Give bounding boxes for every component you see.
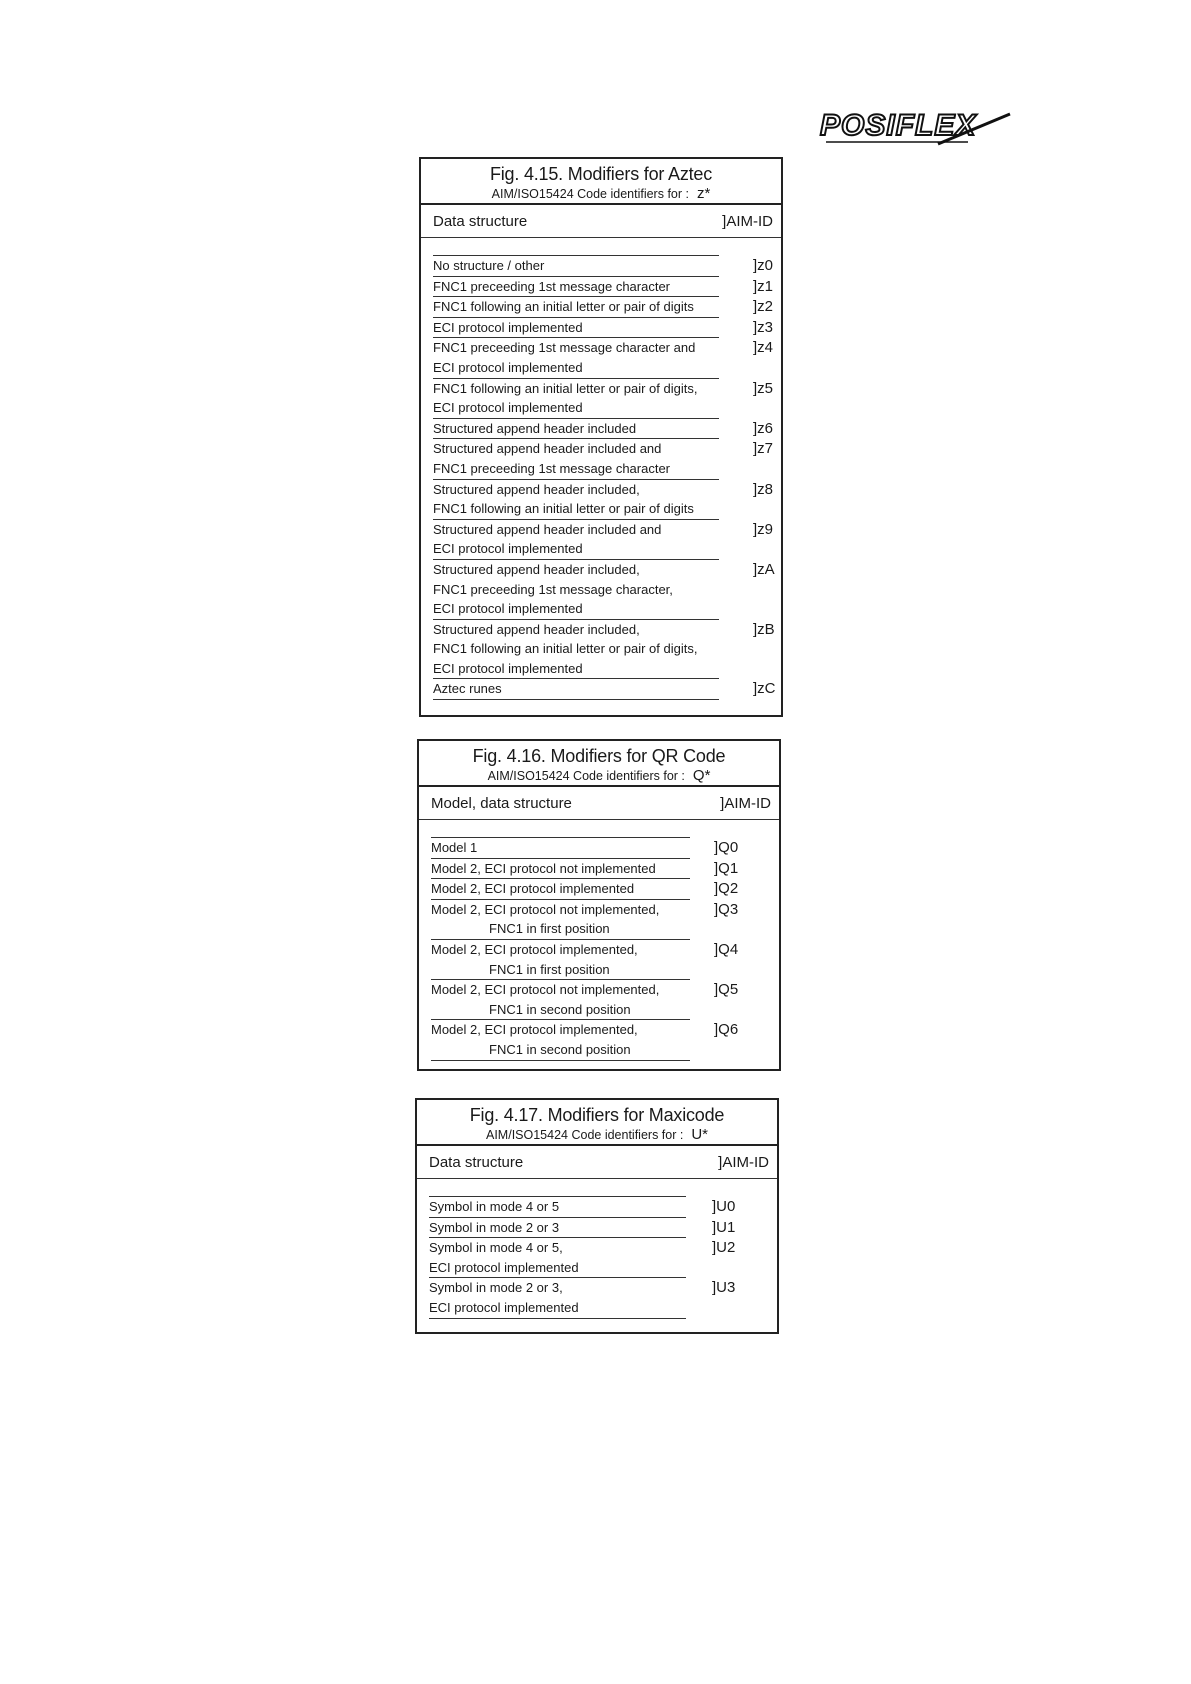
row-description-line: FNC1 preceeding 1st message character and [433,340,696,356]
row-description [433,439,719,479]
row-description-line: Model 2, ECI protocol implemented [431,881,635,897]
row-aim-id: ]zB [753,620,775,638]
table-row [417,1278,777,1318]
table-row [421,520,781,560]
row-description-line: Structured append header included and [433,521,662,537]
row-description-line: ECI protocol implemented [429,1259,579,1275]
row-aim-id: ]z6 [753,419,774,437]
table-row [421,480,781,520]
maxicode-rows [417,1179,777,1319]
row-description-line: FNC1 in first position [489,921,610,937]
row-aim-id: ]Q5 [714,981,739,999]
aztec-modifiers-table [419,157,783,717]
table-row [419,879,779,900]
table-row [419,940,779,980]
row-description-line: Model 1 [431,840,478,855]
table-row [421,679,781,700]
row-description [429,1278,686,1318]
table-row [419,980,779,1020]
row-description-line: FNC1 following an initial letter or pair of digits, [433,641,698,657]
row-description-line: ECI protocol implemented [433,319,583,335]
qr-subtitle-text: AIM/ISO15424 Code identifiers for : [487,769,685,783]
table-row [419,838,779,859]
maxicode-header [417,1100,777,1146]
row-aim-id: ]Q4 [714,940,739,958]
row-description-line: ECI protocol implemented [433,601,583,617]
table-row [417,1238,777,1278]
qr-symbol: Q* [692,767,711,784]
row-description-line: ECI protocol implemented [433,359,583,375]
row-description-line: FNC1 following an initial letter or pair of digits [433,501,694,517]
row-aim-id: ]z5 [753,379,774,397]
posiflex-logo-mark [818,104,1018,148]
table-row [421,256,781,277]
qr-header [419,741,779,787]
aztec-col-aim: ]AIM-ID [722,213,773,230]
row-aim-id: ]Q3 [714,900,739,918]
row-description [431,879,690,900]
row-aim-id: ]z4 [753,339,774,357]
row-description-line: Structured append header included, [433,481,640,497]
aztec-column-headers [421,205,781,238]
row-description-line: ECI protocol implemented [433,660,583,676]
row-description-line: ECI protocol implemented [433,400,583,416]
row-description-line: Structured append header included, [433,561,640,577]
row-description [429,1238,686,1278]
row-description-line: Model 2, ECI protocol not implemented [431,860,656,876]
row-description [433,620,719,680]
row-description [433,318,719,339]
row-description-line: Model 2, ECI protocol not implemented, [431,982,660,998]
row-description-line: FNC1 in second position [489,1041,631,1057]
row-aim-id: ]z3 [753,318,774,336]
maxicode-subtitle [417,1127,777,1143]
table-row [421,439,781,479]
row-aim-id: ]Q1 [714,859,739,877]
table-row [419,900,779,940]
row-description [433,560,719,620]
row-description [431,859,690,880]
table-row [421,297,781,318]
maxicode-column-headers [417,1146,777,1179]
row-description [433,419,719,440]
maxicode-col-aim: ]AIM-ID [718,1154,769,1171]
row-aim-id: ]U1 [712,1218,736,1236]
row-description [433,338,719,378]
table-row [421,318,781,339]
row-description-line: Structured append header included and [433,441,662,457]
table-row [421,277,781,298]
row-description [433,297,719,318]
table-row [419,859,779,880]
row-aim-id: ]z9 [753,520,774,538]
row-description-line: Model 2, ECI protocol not implemented, [431,901,660,917]
row-description-line: FNC1 in second position [489,1001,631,1017]
row-description-line: Model 2, ECI protocol implemented, [431,941,638,957]
row-description-line: FNC1 following an initial letter or pair of digits [433,299,694,315]
row-description-line: Symbol in mode 2 or 3 [429,1219,560,1235]
row-description [431,1020,690,1060]
aztec-title: Fig. 4.15. Modifiers for Aztec [489,164,713,184]
row-description [429,1218,686,1239]
row-description-line: ECI protocol implemented [429,1299,579,1315]
table-row [421,338,781,378]
row-aim-id: ]U3 [712,1279,736,1297]
qr-modifiers-table [417,739,781,1071]
maxicode-col-structure: Data structure [429,1154,524,1171]
row-description-line: Symbol in mode 4 or 5 [429,1199,560,1214]
row-description [429,1197,686,1218]
table-row [421,560,781,620]
row-aim-id: ]z0 [753,257,774,274]
row-aim-id: ]Q0 [714,839,739,856]
table-row [419,1020,779,1060]
aztec-subtitle-text: AIM/ISO15424 Code identifiers for : [491,187,689,201]
row-aim-id: ]z7 [753,440,774,458]
row-description-line: Aztec runes [433,681,502,697]
row-aim-id: ]z8 [753,480,774,498]
row-aim-id: ]z2 [753,298,774,316]
row-description-line: Symbol in mode 4 or 5, [429,1240,563,1256]
row-aim-id: ]zC [753,680,776,698]
maxicode-title: Fig. 4.17. Modifiers for Maxicode [469,1105,725,1125]
maxicode-modifiers-table [415,1098,779,1334]
row-aim-id: ]zA [753,560,775,578]
row-aim-id: ]U0 [712,1198,736,1215]
row-description-line: Symbol in mode 2 or 3, [429,1280,563,1296]
table-row [421,620,781,680]
qr-subtitle [419,768,779,784]
row-description [433,379,719,419]
row-description-line: FNC1 in first position [489,961,610,977]
aztec-symbol: z* [696,185,711,202]
row-description-line: Structured append header included [433,420,637,436]
row-description-line: FNC1 preceeding 1st message character, [433,581,673,597]
qr-column-headers [419,787,779,820]
maxicode-symbol: U* [691,1126,708,1143]
qr-col-structure: Model, data structure [431,795,572,812]
row-description [431,980,690,1020]
row-description-line: No structure / other [433,258,545,273]
row-description-line: FNC1 preceeding 1st message character [433,460,671,476]
row-description-line: Model 2, ECI protocol implemented, [431,1022,638,1038]
row-aim-id: ]Q6 [714,1021,739,1039]
qr-rows [419,820,779,1061]
row-description [433,277,719,298]
row-description [431,940,690,980]
row-description [433,679,719,700]
row-description [433,256,719,277]
row-description-line: Structured append header included, [433,621,640,637]
table-row [421,379,781,419]
row-aim-id: ]z1 [753,277,774,295]
aztec-subtitle [421,186,781,202]
row-description [433,520,719,560]
aztec-header [421,159,781,205]
row-aim-id: ]Q2 [714,880,739,898]
table-row [421,419,781,440]
row-description-line: FNC1 following an initial letter or pair of digits, [433,380,698,396]
aztec-col-structure: Data structure [433,213,528,230]
qr-title: Fig. 4.16. Modifiers for QR Code [472,746,726,766]
row-description [433,480,719,520]
row-description [431,838,690,859]
row-description-line: FNC1 preceeding 1st message character [433,278,671,294]
table-row [417,1218,777,1239]
row-description-line: ECI protocol implemented [433,541,583,557]
aztec-rows [421,238,781,700]
logo-text: POSIFLEX [820,109,977,142]
row-aim-id: ]U2 [712,1239,736,1257]
qr-col-aim: ]AIM-ID [720,795,771,812]
row-description [431,900,690,940]
table-row [417,1197,777,1218]
maxicode-subtitle-text: AIM/ISO15424 Code identifiers for : [486,1128,684,1142]
posiflex-logo [818,104,1018,148]
